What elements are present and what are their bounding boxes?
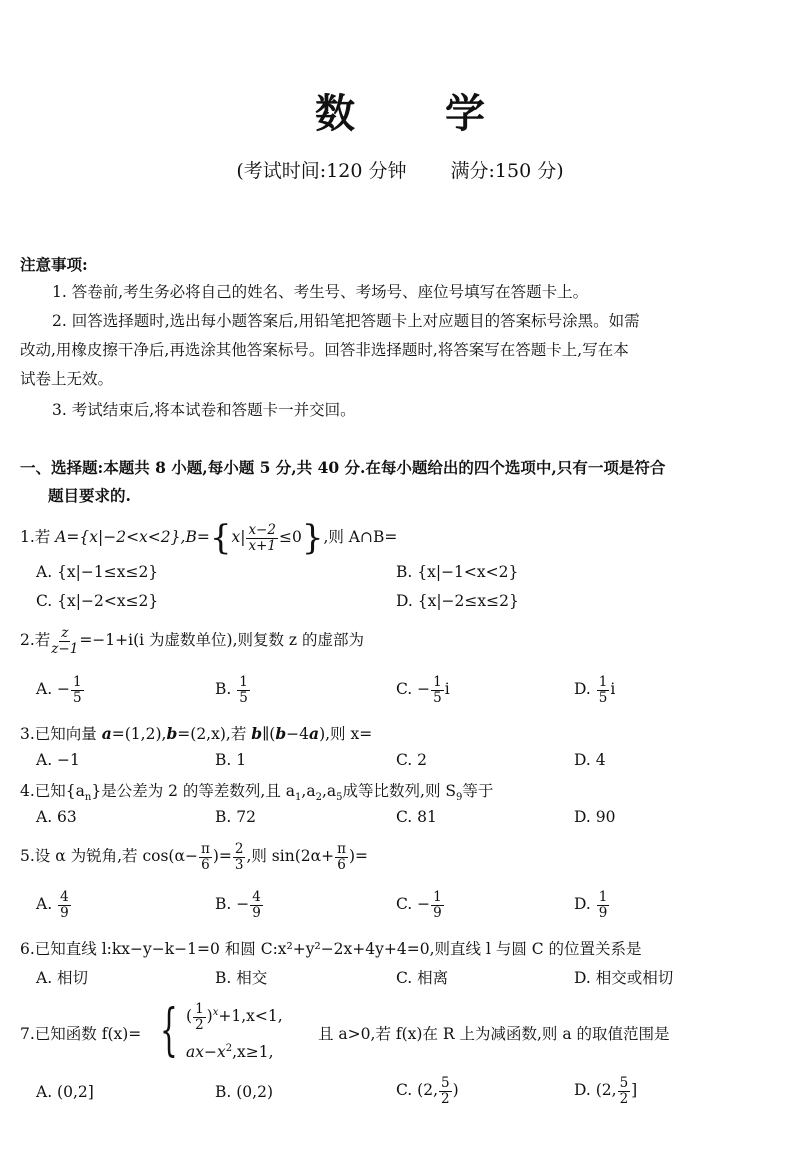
question-4 [20,779,493,803]
q3-vec-b3: b [275,724,287,743]
q7-piecewise-brace: { [160,998,178,1063]
q2-option-c [396,675,450,705]
q7-close: ) [206,1007,213,1026]
q2-tail: =−1+i(i 为虚数单位),则复数 z 的虚部为 [79,631,365,650]
q5-three: 3 [234,856,244,873]
q5-d-den: 9 [598,904,608,921]
q2-lead: 2.若 [20,631,51,650]
q3-minus: −4 [286,725,310,743]
q5-c-pre: C. − [396,895,431,914]
q5-pi-2: π [337,841,346,857]
q4-option-b: B. 72 [215,808,256,826]
q5-pi-1: π [200,841,210,857]
notes-heading: 注意事项: [20,255,88,274]
q5-c-den: 9 [433,904,442,921]
q4-c1: ,a [301,782,316,800]
q5-six-1: 6 [201,856,210,873]
q1-lead: 1.若 [20,528,56,546]
q2-c-num: 1 [433,674,442,690]
q2-b-num: 1 [239,674,248,690]
question-2 [20,626,364,656]
q6-option-d: D. 相交或相切 [574,969,674,987]
q7-row-1 [186,1002,283,1032]
q7-row2a: ax−x [186,1043,226,1062]
q4-sub-n: n [84,792,92,804]
q7-option-c [396,1076,459,1106]
exam-time: (考试时间:120 分钟 [236,160,407,182]
exam-info [0,156,800,183]
q2-a-num: 1 [73,674,82,690]
q7-d-post: ] [631,1081,638,1100]
exam-score: 满分:150 分) [450,160,564,182]
q2-option-a [36,675,85,705]
q7-c-post: ) [452,1081,459,1100]
question-6: 6.已知直线 l:kx−y−k−1=0 和圆 C:x²+y²−2x+4y+4=0,则直线 l 与圆 C 的位置关系是 [20,940,642,958]
q2-num: z [61,625,69,641]
q2-option-b [215,675,251,705]
q5-two: 2 [234,841,244,857]
q2-a-pre: A. − [36,680,71,699]
note-2-line-3: 试卷上无效。 [20,370,114,388]
q3-vec-a2: a [309,724,320,743]
q6-option-b: B. 相交 [215,969,268,987]
q7-c-pre: C. (2, [396,1081,438,1100]
q1-option-a: A. {x|−1≤x≤2} [36,563,159,581]
question-7-tail: 且 a>0,若 f(x)在 R 上为减函数,则 a 的取值范围是 [318,1025,670,1043]
q7-sq: 2 [225,1043,233,1054]
q7-d-num: 5 [619,1075,629,1091]
q7-c-num: 5 [441,1075,450,1091]
q5-six-2: 6 [337,856,346,873]
q2-option-d [574,675,615,705]
q3-pre: 3.已知向量 [20,725,102,743]
q5-pre: 5.设 α 为锐角,若 cos(α− [20,847,198,866]
q4-option-d: D. 90 [574,808,616,826]
q4-option-c: C. 81 [396,808,437,826]
q4-sub-9: 9 [456,792,463,804]
q3-option-d: D. 4 [574,751,606,769]
q7-option-d [574,1076,637,1106]
q3-option-c: C. 2 [396,751,428,769]
q1-tail: ,则 A∩B= [323,528,398,546]
q1-option-c: C. {x|−2<x≤2} [36,592,159,610]
q7-row-2 [186,1043,274,1061]
q3-vec-b2: b [251,724,263,743]
q2-d-num: 1 [598,674,608,690]
q1-set-a: A={x|−2<x<2},B= [55,528,210,546]
q1-option-b: B. {x|−1<x<2} [396,563,519,581]
q2-d-den: 5 [598,689,608,706]
note-2-line-1: 2. 回答选择题时,选出每小题答案后,用铅笔把答题卡上对应题目的答案标号涂黑。如需 [52,312,640,330]
q5-option-d [574,890,610,920]
q3-mid1: =(1,2), [111,725,167,743]
note-3: 3. 考试结束后,将本试卷和答题卡一并交回。 [52,401,356,419]
q4-sub-2: 2 [315,792,322,804]
q6-option-c: C. 相离 [396,969,449,987]
q4-sub-1: 1 [295,792,302,804]
q2-c-den: 5 [433,689,442,706]
section-1-heading: 一、选择题:本题共 8 小题,每小题 5 分,共 40 分.在每小题给出的四个选项中,只有一项是符合 [20,458,666,477]
q2-d-pre: D. [574,680,596,699]
page-title: 数 学 [315,90,523,137]
q5-tail: )= [348,847,368,866]
q5-eq: )= [212,847,232,866]
note-1: 1. 答卷前,考生务必将自己的姓名、考生号、考场号、座位号填写在答题卡上。 [52,283,589,301]
question-3 [20,722,372,744]
q2-fraction [51,626,78,656]
q2-a-den: 5 [73,689,82,706]
q4-option-a: A. 63 [36,808,77,826]
q3-vec-a: a [101,724,112,743]
q5-a-den: 9 [60,904,69,921]
q1-fraction [246,523,278,553]
q4-pre: 4.已知{a [20,782,85,800]
q7-d-pre: D. (2, [574,1081,617,1100]
q5-mid: ,则 sin(2α+ [246,847,335,866]
q4-sub-5: 5 [336,792,343,804]
q4-tail: 等于 [462,782,494,800]
q1-num: x−2 [248,521,276,538]
section-1-heading-cont: 题目要求的. [48,486,131,505]
q2-den: z−1 [51,640,79,657]
q5-option-b [215,890,264,920]
q7-open: ( [186,1007,193,1026]
q5-option-a [36,890,72,920]
q5-b-num: 4 [252,889,261,905]
q7-row2b: ,x≥1, [232,1043,274,1062]
q7-d-den: 2 [619,1090,629,1107]
q3-option-b: B. 1 [215,751,247,769]
q5-b-den: 9 [252,904,261,921]
q4-mid: }是公差为 2 的等差数列,且 a [91,782,296,800]
q5-d-num: 1 [598,889,608,905]
q7-row1-text: +1,x<1, [218,1007,283,1026]
q7-num: 1 [195,1001,204,1017]
question-5 [20,842,368,872]
q7-option-b: B. (0,2) [215,1083,273,1101]
q5-option-c [396,890,445,920]
q4-mid2: 成等比数列,则 S [342,782,456,800]
question-1: 1.若 A={x|−2<x<2},B={x| $\frac{x-2}{x+1}$ ≤0},则 A∩B= [20,518,398,558]
q3-par: ∥( [262,725,276,743]
q4-c2: ,a [321,782,337,800]
q5-a-pre: A. [36,895,58,914]
q5-a-num: 4 [60,889,69,905]
q7-exp: x [212,1006,219,1018]
q1-le: ≤0 [278,528,302,546]
q6-option-a: A. 相切 [36,969,89,987]
q5-d-pre: D. [574,895,596,914]
q1-option-d: D. {x|−2≤x≤2} [396,592,519,610]
q7-den: 2 [195,1016,204,1033]
q2-b-pre: B. [215,680,237,699]
q5-c-num: 1 [433,889,442,905]
q3-vec-b: b [166,724,178,743]
q7-c-den: 2 [441,1090,450,1107]
note-2-line-2: 改动,用橡皮擦干净后,再选涂其他答案标号。回答非选择题时,将答案写在答题卡上,写在本 [20,341,629,359]
q5-b-pre: B. − [215,895,250,914]
q2-c-i: i [444,680,450,699]
q1-x: x| [231,528,246,546]
q3-option-a: A. −1 [36,751,80,769]
q2-b-den: 5 [239,689,248,706]
q2-c-pre: C. − [396,680,431,699]
q3-tail: ),则 x= [319,725,373,743]
q1-den: x+1 [248,537,276,554]
question-7-lead: 7.已知函数 f(x)= [20,1025,142,1043]
q3-mid2: =(2,x),若 [177,725,252,743]
q7-option-a: A. (0,2] [36,1083,94,1101]
q2-d-i: i [610,680,616,699]
